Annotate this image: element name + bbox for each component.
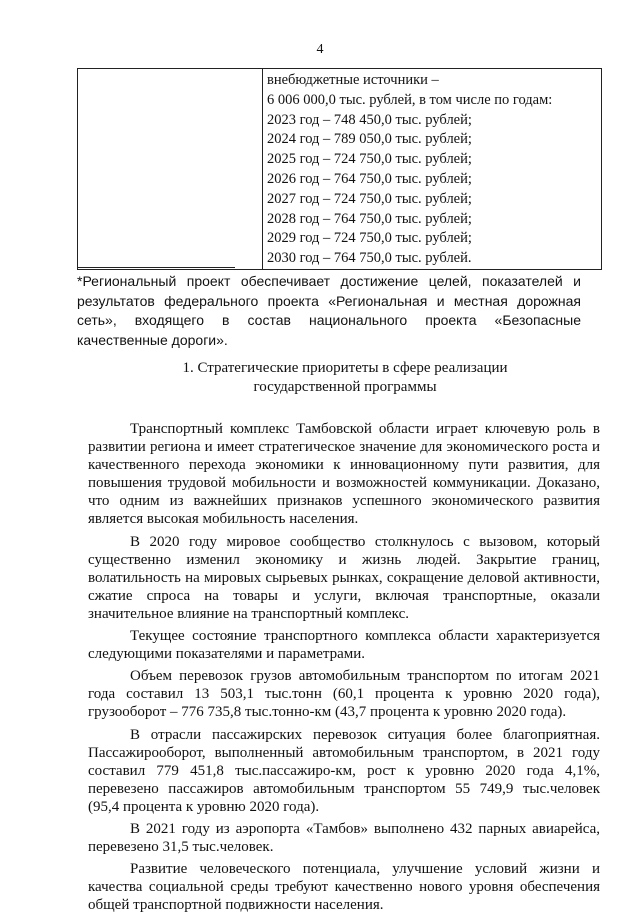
- funding-line: 6 006 000,0 тыс. рублей, в том числе по годам:: [267, 91, 553, 108]
- paragraph: В 2020 году мировое сообщество столкнулось с вызовом, который существенно изменил экономику и жизнь людей. Закрытие границ, волатильность на мировых сырьевых рынках, сокращение деловой активности, сжатие спроса на товары и услуги, включая транспортные, оказали значительное влияние на транспортный комплекс.: [88, 533, 600, 622]
- paragraph: Транспортный комплекс Тамбовской области играет ключевую роль в развитии региона и имеет стратегическое значение для экономического роста и качественного перехода экономики к инновационному пути развития, для повышения трудовой мобильности и возможностей коммуникации. Доказано, что одним из важнейших признаков успешного экономического развития является высокая мобильность населения.: [88, 421, 600, 528]
- funding-line: 2023 год – 748 450,0 тыс. рублей;: [267, 111, 472, 128]
- funding-line: 2029 год – 724 750,0 тыс. рублей;: [267, 230, 472, 247]
- body-text: [88, 420, 600, 918]
- footnote-divider: [77, 267, 235, 268]
- paragraph: Текущее состояние транспортного комплекса области характеризуется следующими показателями и параметрами.: [88, 628, 600, 663]
- paragraph: Развитие человеческого потенциала, улучшение условий жизни и качества социальной среды требуют качественно нового уровня обеспечения общей транспортной подвижности населения.: [88, 861, 600, 914]
- table-row: [78, 69, 602, 270]
- section-heading-line: государственной программы: [253, 378, 437, 395]
- funding-line: 2027 год – 724 750,0 тыс. рублей;: [267, 190, 472, 207]
- funding-line: 2024 год – 789 050,0 тыс. рублей;: [267, 131, 472, 148]
- section-heading: [120, 359, 570, 396]
- funding-line: 2025 год – 724 750,0 тыс. рублей;: [267, 151, 472, 168]
- paragraph: В отрасли пассажирских перевозок ситуация более благоприятная. Пассажирооборот, выполненный автомобильным транспортом, в 2021 году составил 779 451,8 тыс.пассажиро-км, рост к уровню 2020 года 4,1%, перевезено пассажиров автомобильным транспортом 55 749,9 тыс.человек (95,4 процента к уровню 2020 года).: [88, 726, 600, 815]
- funding-line: 2026 год – 764 750,0 тыс. рублей;: [267, 170, 472, 187]
- funding-line: внебюджетные источники –: [267, 72, 439, 88]
- footnote: *Региональный проект обеспечивает достижение целей, показателей и результатов федерального проекта «Региональная и местная дорожная сеть», входящего в состав национального проекта «Безопасные качественные дороги».: [77, 273, 581, 348]
- table-cell-funding: [263, 69, 602, 270]
- table-cell-label: [78, 69, 263, 270]
- funding-line: 2030 год – 764 750,0 тыс. рублей.: [267, 250, 472, 267]
- funding-lines: [263, 69, 601, 269]
- section-heading-line: 1. Стратегические приоритеты в сфере реализации: [182, 360, 508, 376]
- paragraph: В 2021 году из аэропорта «Тамбов» выполнено 432 парных авиарейса, перевезено 31,5 тыс.человек.: [88, 820, 600, 856]
- page-number: 4: [316, 42, 324, 57]
- funding-table: [77, 68, 602, 270]
- funding-line: 2028 год – 764 750,0 тыс. рублей;: [267, 210, 472, 227]
- paragraph: Объем перевозок грузов автомобильным транспортом по итогам 2021 года составил 13 503,1 тыс.тонн (60,1 процента к уровню 2020 года), грузооборот – 776 735,8 тыс.тонно-км (43,7 процента к уровню 2020 года).: [88, 668, 600, 721]
